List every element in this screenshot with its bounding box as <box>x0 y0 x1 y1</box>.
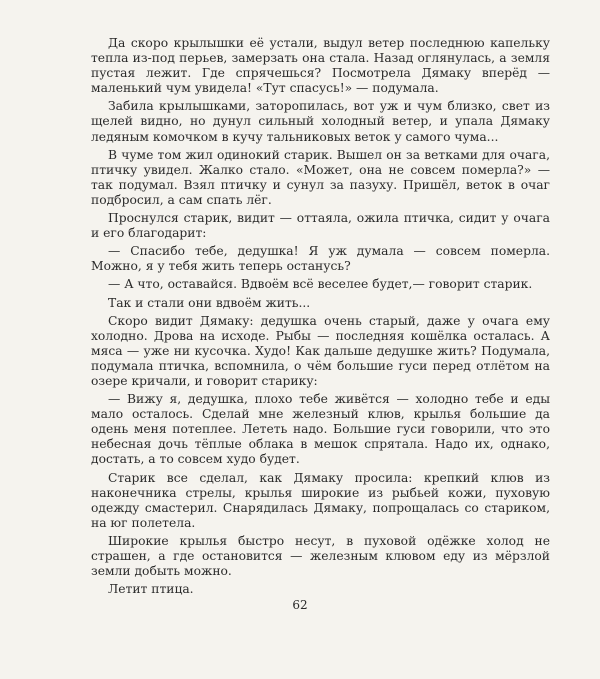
paragraph: Скоро видит Дямаку: дедушка очень старый, даже у очага ему холодно. Дрова на исходе. Рыбы — последняя кошёлка осталась. А мяса — уже ни кусочка. Худо! Как дальше дедушке жить? Подумала, подумала птичка, вспомнила, о чём большие гуси перед отлётом на озере кричали, и говорит старику: <box>91 313 550 388</box>
story-text <box>91 36 550 600</box>
paragraph: Широкие крылья быстро несут, в пуховой одёжке холод не страшен, а где остановится — железным клювом еду из мёрзлой земли добыть можно. <box>91 533 550 579</box>
paragraph: Проснулся старик, видит — оттаяла, ожила птичка, сидит у очага и его благодарит: <box>91 211 550 241</box>
page-number: 62 <box>292 598 308 612</box>
paragraph: В чуме том жил одинокий старик. Вышел он за ветками для очага, птичку увидел. Жалко стало. «Может, она не совсем померла?» — так подумал. Взял птичку и сунул за пазуху. Пришёл, веток в очаг подбросил, а сам спать лёг. <box>91 147 550 207</box>
paragraph: Забила крылышками, заторопилась, вот уж и чум близко, свет из щелей видно, но дунул сильный холодный ветер, и упала Дямаку ледяным комочком в кучу тальниковых веток у самого чума... <box>91 99 550 144</box>
paragraph: — Спасибо тебе, дедушка! Я уж думала — совсем померла. Можно, я у тебя жить теперь останусь? <box>91 244 550 274</box>
paragraph: Да скоро крылышки её устали, выдул ветер последнюю капельку тепла из-под перьев, замерзать она стала. Назад оглянулась, а земля пустая лежит. Где спрячешься? Посмотрела Дямаку вперёд — маленький чум увидела! «Тут спасусь!» — подумала. <box>91 36 550 96</box>
paragraph: Старик все сделал, как Дямаку просила: крепкий клюв из наконечника стрелы, крылья широкие из рыбьей кожи, пуховую одежду смастерил. Снарядилась Дямаку, попрощалась со стариком, на юг полетела. <box>91 470 550 530</box>
paragraph: Летит птица. <box>108 582 194 597</box>
paragraph: — Вижу я, дедушка, плохо тебе живётся — холодно тебе и еды мало осталось. Сделай мне железный клюв, крылья большие да одень меня потеплее. Лететь надо. Большие гуси говорили, что это небесная дочь тёплые облака в мешок спрятала. Надо их, однако, достать, а то совсем худо будет. <box>91 392 550 467</box>
paragraph: — А что, оставайся. Вдвоём всё веселее будет,— говорит старик. <box>108 277 533 292</box>
paragraph: Так и стали они вдвоём жить... <box>108 295 311 310</box>
